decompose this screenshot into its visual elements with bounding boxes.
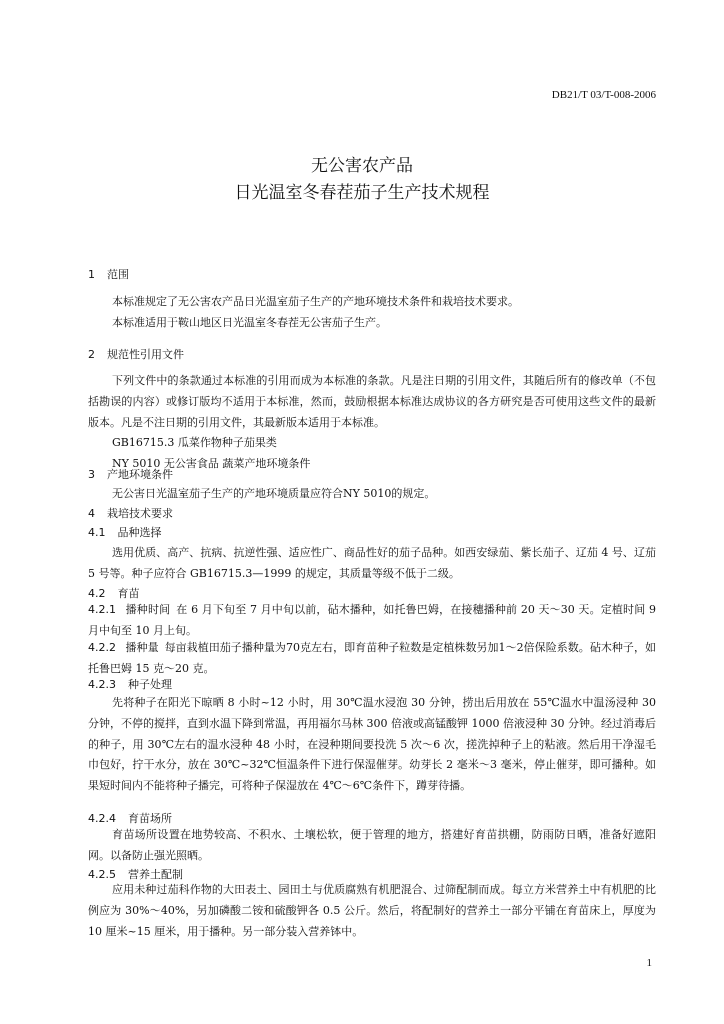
section-title: 栽培技术要求 <box>107 507 173 520</box>
paragraph: 每亩栽植田茄子播种量为70克左右，即育苗种子粒数是定植株数另加1～2倍保险系数。砧木种子，如托鲁巴姆 15 克～20 克。 <box>88 641 656 675</box>
section-4-2-1 <box>88 600 656 642</box>
title-line-1: 无公害农产品 <box>311 156 413 176</box>
section-title: 产地环境条件 <box>107 468 173 481</box>
section-title: 播种时间 <box>125 603 171 616</box>
section-4-1-heading <box>88 524 162 540</box>
section-number: 4.2 <box>88 587 106 600</box>
section-title: 育苗场所 <box>128 812 172 825</box>
section-4-2-4-body <box>88 825 656 867</box>
section-title: 品种选择 <box>117 526 162 539</box>
title-line-2: 日光温室冬春茬茄子生产技术规程 <box>234 183 490 203</box>
section-number: 4.2.2 <box>88 641 116 654</box>
document-number: DB21/T 03/T-008-2006 <box>551 89 656 101</box>
paragraph: 无公害日光温室茄子生产的产地环境质量应符合NY 5010的规定。 <box>112 487 436 500</box>
section-title: 规范性引用文件 <box>107 348 184 361</box>
section-3-body <box>88 484 656 505</box>
paragraph: 先将种子在阳光下晾晒 8 小时~12 小时，用 30℃温水浸泡 30 分钟，捞出后用放在 55℃温水中温汤浸种 30 分钟，不停的搅拌，直到水温下降到常温，再用福尔马林 300 倍液或高锰酸钾 1000 倍液浸种 30 分钟。经过消毒后的种子，用 30℃左右的温水浸种 48 小时，在浸种期间要投洗 5 次～6 次，搓洗掉种子上的粘液。然后用干净湿毛巾包好，拧干水分，放在 30℃~32℃恒温条件下进行保湿催芽。幼芽长 2 毫米～3 毫米，停止催芽，即可播种。如果短时间内不能将种子播完，可将种子保湿放在 4℃～6℃条件下，蹲芽待播。 <box>88 696 656 793</box>
section-title: 育苗 <box>117 587 140 600</box>
page-number: 1 <box>646 957 652 969</box>
paragraph: 应用未种过茄科作物的大田表土、园田土与优质腐熟有机肥混合、过筛配制而成。每立方米营养土中有机肥的比例应为 30%～40%，另加磷酸二铵和硫酸钾各 0.5 公斤。然后，将配制好的营养土一部分平铺在育苗床上，厚度为 10 厘米~15 厘米，用于播种。另一部分装入营养钵中。 <box>88 883 656 938</box>
section-number: 4.2.3 <box>88 678 116 691</box>
paragraph: 育苗场所设置在地势较高、不积水、土壤松软，便于管理的地方，搭建好育苗拱棚，防雨防日晒，准备好遮阳网。以备防止强光照晒。 <box>88 828 656 862</box>
section-number: 4.2.4 <box>88 812 116 825</box>
section-4-2-3-heading <box>88 676 172 692</box>
section-4-2-2 <box>88 638 656 680</box>
section-title: 范围 <box>107 268 129 281</box>
section-number: 4 <box>88 507 95 520</box>
paragraph: 本标准适用于鞍山地区日光温室冬春茬无公害茄子生产。 <box>112 315 387 329</box>
section-1-body <box>88 292 656 334</box>
section-title: 种子处理 <box>128 678 172 691</box>
section-4-2-heading <box>88 585 140 601</box>
section-number: 3 <box>88 468 95 481</box>
section-1-heading <box>88 266 129 282</box>
section-4-2-3-body <box>88 693 656 797</box>
section-title: 播种量 <box>125 641 159 654</box>
section-number: 4.2.5 <box>88 868 116 881</box>
section-number: 2 <box>88 348 95 361</box>
section-number: 4.2.1 <box>88 603 116 616</box>
section-3-heading <box>88 466 173 482</box>
reference-2: NY 5010 无公害食品 蔬菜产地环境条件 <box>112 457 311 471</box>
section-4-2-5-body <box>88 880 656 942</box>
section-2-body <box>88 371 656 475</box>
section-4-2-4-heading <box>88 810 172 826</box>
section-4-heading <box>88 505 173 521</box>
section-4-1-body <box>88 543 656 585</box>
section-number: 1 <box>88 268 95 281</box>
paragraph: 下列文件中的条款通过本标准的引用而成为本标准的条款。凡是注日期的引用文件，其随后所有的修改单（不包括勘误的内容）或修订版均不适用于本标准，然而，鼓励根据本标准达成协议的各方研究是否可使用这些文件的最新版本。凡是不注日期的引用文件，其最新版本适用于本标准。 <box>88 374 656 429</box>
reference-1: GB16715.3 瓜菜作物种子茄果类 <box>112 436 277 450</box>
paragraph: 本标准规定了无公害农产品日光温室茄子生产的产地环境技术条件和栽培技术要求。 <box>112 295 519 308</box>
section-2-heading <box>88 346 184 362</box>
section-title: 营养土配制 <box>128 868 183 881</box>
paragraph: 选用优质、高产、抗病、抗逆性强、适应性广、商品性好的茄子品种。如西安绿茄、紫长茄子、辽茄 4 号、辽茄 5 号等。种子应符合 GB16715.3—1999 的规定，其质量等级不低于二级。 <box>88 546 656 580</box>
paragraph: 在 6 月下旬至 7 月中旬以前，砧木播种，如托鲁巴姆，在接穗播种前 20 天～30 天。定植时间 9 月中旬至 10 月上旬。 <box>88 603 657 637</box>
section-number: 4.1 <box>88 526 106 539</box>
